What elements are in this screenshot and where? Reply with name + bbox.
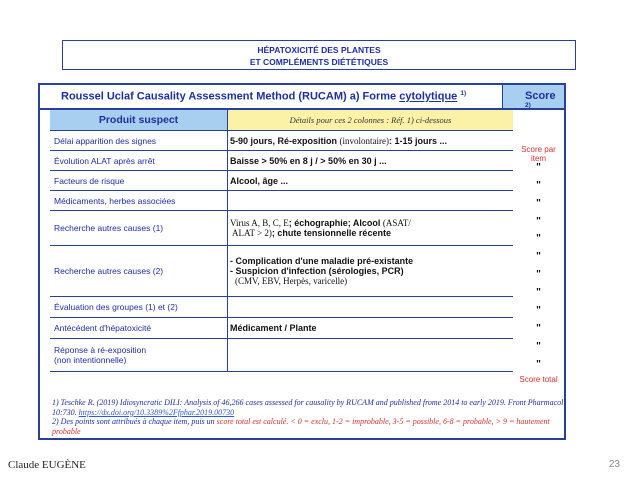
criterion-value-line bbox=[230, 266, 513, 276]
ditto-mark: " bbox=[536, 216, 541, 227]
criterion-value bbox=[228, 339, 513, 372]
criterion-value bbox=[228, 171, 513, 191]
value-fragment: 5-90 jours, Ré-exposition bbox=[230, 135, 340, 146]
criterion-value-line bbox=[230, 323, 513, 333]
references bbox=[50, 398, 564, 438]
ref1-text: 1) Teschke R. (2019) Idiosyncratic DILI: Analysis of 46,266 cases assessed for causality by RUCAM and published frome 2014 to early 2019. Front Pharmacol 10:730. bbox=[52, 398, 564, 417]
ditto-mark: " bbox=[536, 305, 541, 316]
score-header bbox=[503, 85, 564, 110]
value-fragment: (ASAT/ bbox=[382, 218, 411, 228]
criterion-value-line bbox=[230, 176, 513, 186]
criterion-value bbox=[228, 318, 513, 339]
criterion-label bbox=[50, 339, 228, 372]
criterion-value-line bbox=[230, 218, 513, 228]
score-total: Score total bbox=[519, 375, 558, 384]
criterion-label: Évaluation des groupes (1) et (2) bbox=[50, 297, 228, 318]
criterion-label-line: (non intentionnelle) bbox=[54, 355, 127, 365]
ref2-scale: score total est calculé. < 0 = exclu, 1-2 = improbable, 3-5 = possible, 6-8 = probable, > 9 = hautement probable bbox=[52, 417, 550, 436]
score-column bbox=[513, 131, 564, 384]
criterion-label-line: Réponse à ré-exposition bbox=[54, 345, 147, 355]
method-ref: 1) bbox=[460, 90, 467, 97]
criterion-value bbox=[228, 131, 513, 151]
slide-title-line2: ET COMPLÉMENTS DIÉTÉTIQUES bbox=[249, 57, 389, 67]
value-fragment: : 1-15 jours ... bbox=[389, 135, 448, 146]
ditto-mark: " bbox=[536, 359, 541, 370]
author-name: Claude EUGÈNE bbox=[8, 459, 86, 471]
criterion-label: Délai apparition des signes bbox=[50, 131, 228, 151]
criterion-label: Recherche autres causes (2) bbox=[50, 246, 228, 297]
rucam-table bbox=[38, 83, 566, 440]
criterion-label: Antécédent d'hépatoxicité bbox=[50, 318, 228, 339]
ditto-mark: " bbox=[536, 251, 541, 262]
ditto-mark: " bbox=[536, 341, 541, 352]
details-header: Détails pour ces 2 colonnes : Réf. 1) ci-dessous bbox=[228, 110, 513, 131]
criterion-value-line bbox=[230, 256, 513, 266]
criterion-label: Recherche autres causes (1) bbox=[50, 211, 228, 246]
value-fragment: Baisse > 50% en 8 j / > 50% en 30 j ... bbox=[230, 155, 387, 166]
ref2-text: 2) Des points sont attribués à chaque item, puis un bbox=[52, 417, 217, 426]
value-fragment: Virus A, B, C, E bbox=[230, 218, 289, 228]
value-fragment: Médicament / Plante bbox=[230, 323, 317, 333]
criterion-value-line bbox=[230, 228, 513, 238]
ditto-mark: " bbox=[536, 323, 541, 334]
criterion-value bbox=[228, 211, 513, 246]
criterion-value bbox=[228, 297, 513, 318]
criterion-value-line bbox=[230, 136, 513, 146]
criterion-label: Médicaments, herbes associées bbox=[50, 191, 228, 211]
score-header-label: Score bbox=[525, 90, 556, 102]
criterion-label: Facteurs de risque bbox=[50, 171, 228, 191]
ditto-mark: " bbox=[536, 198, 541, 209]
method-title: Roussel Uclaf Causality Assessment Method (RUCAM) a) Forme bbox=[61, 90, 400, 103]
value-fragment: (involontaire) bbox=[339, 135, 390, 146]
value-fragment: - Complication d'une maladie pré-existante bbox=[230, 256, 414, 266]
value-fragment: Alcool, âge ... bbox=[230, 175, 289, 186]
criterion-value bbox=[228, 191, 513, 211]
suspect-product-header: Produit suspect bbox=[50, 110, 228, 131]
value-fragment: ALAT > 2) bbox=[232, 228, 272, 238]
ditto-mark: " bbox=[536, 233, 541, 244]
value-fragment: (CMV, EBV, Herpès, varicelle) bbox=[235, 276, 348, 286]
ditto-mark: " bbox=[536, 287, 541, 298]
ditto-mark: " bbox=[536, 269, 541, 280]
criterion-value bbox=[228, 151, 513, 171]
ditto-mark: " bbox=[536, 162, 541, 173]
page-number: 23 bbox=[608, 459, 620, 470]
criterion-value-line bbox=[230, 156, 513, 166]
criterion-label: Évolution ALAT après arrêt bbox=[50, 151, 228, 171]
value-fragment: - Suspicion d'infection (sérologies, PCR) bbox=[230, 266, 404, 276]
value-fragment: ; chute tensionnelle récente bbox=[271, 228, 391, 238]
value-fragment: ; échographie; Alcool bbox=[288, 218, 383, 228]
ditto-mark: " bbox=[536, 180, 541, 191]
method-header bbox=[40, 85, 503, 110]
score-header-ref: 2) bbox=[525, 102, 531, 109]
slide-title-line1: HÉPATOXICITÉ DES PLANTES bbox=[257, 45, 381, 55]
slide-title-box bbox=[62, 40, 576, 70]
score-per-item: Score par item bbox=[521, 145, 556, 163]
criterion-value bbox=[228, 246, 513, 297]
criterion-value-line bbox=[230, 276, 513, 286]
method-form: cytolytique bbox=[399, 90, 458, 103]
ref1-link[interactable]: https://dx.doi.org/10.3389%2Ffphar.2019.00730 bbox=[78, 407, 235, 417]
